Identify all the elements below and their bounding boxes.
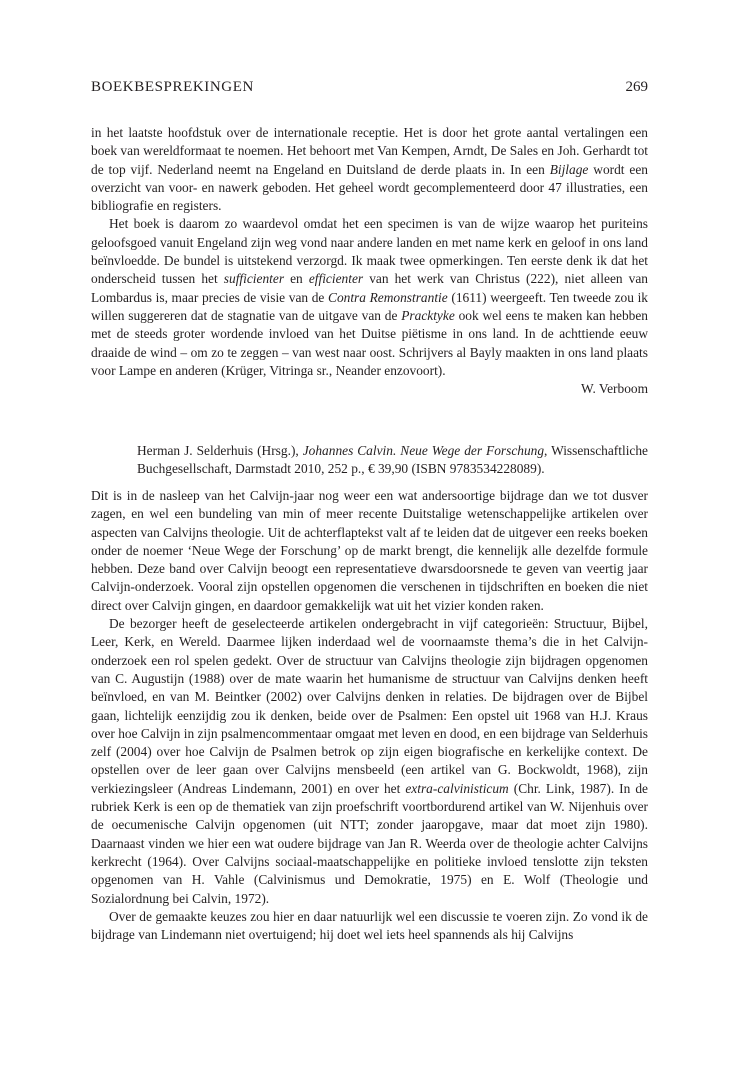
book-reference — [137, 442, 648, 479]
italic-text: efficienter — [308, 271, 364, 287]
italic-text: extra-calvinisticum — [405, 780, 509, 796]
text-run: De bezorger heeft de geselecteerde artikelen ondergebracht in vijf categorieën: Structuur, Bijbel, Leer, Kerk, en Wereld. Daarmee lijken inderdaad wel de voornaamste thema’s die in het Calvijn-onderzoek een rol spelen gedekt. Over de structuur van Calvijns theologie zijn bijdragen opgenomen van C. Augustijn (1988) over de mate waarin het humanisme de structuur van Calvijns denken heeft beïnvloed, en van M. Beintker (2002) over Calvijns denken in relaties. De bijdragen over de Bijbel gaan, lichtelijk eenzijdig zou ik denken, beide over de Psalmen: Een opstel uit 1968 van H.J. Kraus over hoe Calvijn in zijn psalmencommentaar omgaat met leven en dood, en een bijdrage van Selderhuis zelf (2004) over hoe Calvijn de Psalmen betrok op zijn eigen biografische en kerkelijke context. De opstellen over de leer gaan over Calvijns mensbeeld (een artikel van G. Bockwoldt, 1968), zijn verkiezingsleer (Andreas Lindemann, 2001) en over het — [91, 616, 648, 796]
italic-text: sufficienter — [223, 271, 285, 287]
text-run: en — [284, 271, 309, 287]
paragraph — [91, 908, 648, 945]
paragraph — [91, 487, 648, 615]
text-run: (1611) weergeeft. Ten tweede zou ik willen suggereren dat de stagnatie van de uitgave van de — [91, 289, 648, 323]
text-run: Dit is in de nasleep van het Calvijn-jaar nog weer een wat andersoortige bijdrage dan we tot dusver zagen, en wel een bundeling van min of meer recente Duitstalige wetenschappelijke artikelen over aspecten van Calvijns theologie. Uit de achterflaptekst valt af te leiden dat de uitgever een reeks boeken onder de noemer ‘Neue Wege der Forschung’ op de markt brengt, die kennelijk alle dezelfde formule hebben. Deze band over Calvijn beoogt een representatieve dwarsdoorsnede te geven van veertig jaar Calvijn-onderzoek. Vooral zijn opstellen opgenomen die verschenen in tijdschriften en boeken die niet direct over Calvijn gingen, en daardoor gemakkelijk wat uit het vizier konden raken. — [91, 488, 648, 613]
section-title: BOEKBESPREKINGEN — [91, 79, 254, 95]
italic-text: Pracktyke — [401, 307, 455, 323]
text-run: in het laatste hoofdstuk over de internationale receptie. Het is door het grote aantal vertalingen een boek van wereldformaat te noemen. Het behoort met Van Kempen, Arndt, De Sales en Joh. Gerhardt tot de top vijf. Nederland neemt na Engeland en Duitsland de derde plaats in. In een — [91, 125, 648, 177]
paragraph — [91, 215, 648, 380]
italic-text: Contra Remonstrantie — [328, 289, 448, 305]
text-run: (Chr. Link, 1987). In de rubriek Kerk is een op de thematiek van zijn proefschrift voortbordurend artikel van W. Nijenhuis over de oecumenische Calvijn opgenomen (uit NTT; zonder jaaropgave, maar dat moet zijn 1980). Daarnaast vinden we hier een wat oudere bijdrage van Jan R. Weerda over de theologie achter Calvijns kerkrecht (1964). Over Calvijns sociaal-maatschappelijke en politieke invloed tenslotte zijn teksten opgenomen van H. Vahle (Calvinismus und Demokratie, 1975) en E. Wolf (Theologie und Sozialordnung bei Calvin, 1972). — [91, 780, 648, 906]
italic-text: Johannes Calvin. Neue Wege der Forschung — [302, 443, 545, 458]
text-run: ook wel eens te maken kan hebben met de steeds groter wordende invloed van het Duitse piëtisme in ons land. In de achttiende eeuw draaide de wind – om zo te zeggen – van west naar oost. Schrijvers al Bayly maakten in ons land plaats voor Lampe en anderen (Krüger, Vitringa sr., Neander enzovoort). — [91, 307, 648, 378]
review-calvin — [91, 487, 648, 944]
page-number: 269 — [625, 79, 648, 95]
text-run: Het boek is daarom zo waardevol omdat het een specimen is van de wijze waarop het puriteins geloofsgoed vanuit Engeland zijn weg vond naar andere landen en met name kerk en geloof in ons land beïnvloedde. De bundel is uitstekend verzorgd. Ik maak twee opmerkingen. Ten eerste denk ik dat het onderscheid tussen het — [91, 216, 648, 287]
text-run: wordt een overzicht van voor- en nawerk geboden. Het geheel wordt gecomplementeerd door 47 illustraties, een bibliografie en registers. — [91, 161, 648, 214]
text-run: Over de gemaakte keuzes zou hier en daar natuurlijk wel een discussie te voeren zijn. Zo vond ik de bijdrage van Lindemann niet overtuigend; hij doet wel iets heel spannends als hij Calvijns — [91, 908, 648, 943]
paragraph — [91, 615, 648, 908]
reviewer-signature: W. Verboom — [581, 381, 648, 397]
text-run: Herman J. Selderhuis (Hrsg.), — [137, 443, 303, 458]
italic-text: Bijlage — [549, 161, 589, 177]
text-run: , Wissenschaftliche Buchgesellschaft, Darmstadt 2010, 252 p., € 39,90 (ISBN 9783534228089). — [137, 443, 648, 477]
text-run: van het werk van Christus (222), niet alleen van Lombardus is, maar precies de visie van de — [91, 271, 648, 305]
running-head — [91, 79, 648, 96]
paragraph — [91, 124, 648, 215]
review-verboom — [91, 124, 648, 398]
